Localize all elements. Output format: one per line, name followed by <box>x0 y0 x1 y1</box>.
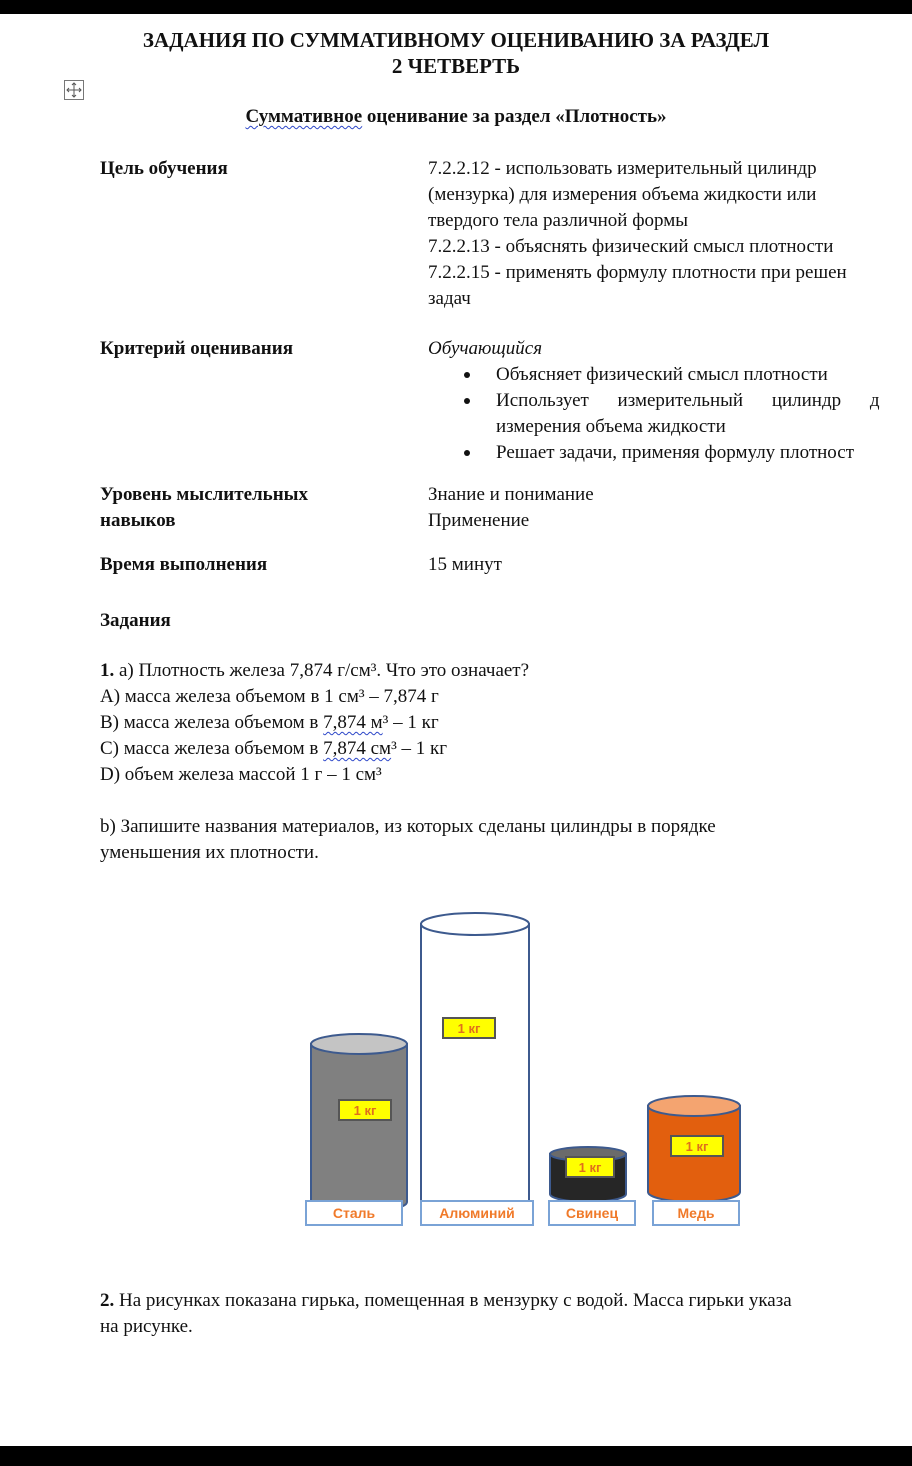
q1-number: 1. <box>100 660 115 681</box>
q1-option-b-post: ³ – 1 кг <box>382 712 439 733</box>
steel-mass-tag: 1 кг <box>338 1099 392 1121</box>
criteria-item-1: Объясняет физический смысл плотности <box>496 364 828 385</box>
q1-a-text: a) Плотность железа 7,874 г/см³. Что это означает? <box>114 660 530 681</box>
aluminium-cylinder <box>421 913 529 1213</box>
subtitle-word: Суммативное <box>245 106 363 127</box>
goal-label: Цель обучения <box>100 158 228 179</box>
cylinders-figure <box>296 890 756 1230</box>
level-value-1: Знание и понимание <box>428 484 594 505</box>
q1-option-c-num: 7,874 см <box>323 738 392 759</box>
time-value: 15 минут <box>428 554 502 575</box>
table-move-handle-icon[interactable] <box>64 80 84 100</box>
level-value-2: Применение <box>428 510 530 531</box>
lead-label: Свинец <box>548 1200 636 1226</box>
aluminium-label: Алюминий <box>420 1200 534 1226</box>
steel-cylinder <box>311 1034 407 1212</box>
copper-mass-tag: 1 кг <box>670 1135 724 1157</box>
bullet-1 <box>464 372 470 378</box>
goal-line-5: 7.2.2.15 - применять формулу плотности при решен <box>428 262 847 283</box>
subtitle-rest: оценивание за раздел «Плотность» <box>362 106 667 127</box>
q1-b-line-1: b) Запишите названия материалов, из которых сделаны цилиндры в порядке <box>100 816 716 837</box>
document-title-quarter: 2 ЧЕТВЕРТЬ <box>391 54 521 78</box>
goal-line-3: твердого тела различной формы <box>428 210 689 231</box>
copper-label: Медь <box>652 1200 740 1226</box>
lead-mass-tag: 1 кг <box>565 1156 615 1178</box>
q1-question <box>100 660 529 682</box>
criteria-item-3: Решает задачи, применяя формулу плотност <box>496 442 855 463</box>
q1-option-c-post: ³ – 1 кг <box>391 738 448 759</box>
criteria-item-2-cont: измерения объема жидкости <box>496 416 726 437</box>
level-label-cont: навыков <box>100 510 176 531</box>
q1-option-b-num: 7,874 м <box>323 712 383 733</box>
level-label: Уровень мыслительных <box>100 484 308 505</box>
q1-option-b-pre: B) масса железа объемом в <box>100 712 324 733</box>
goal-line-2: (мензурка) для измерения объема жидкости или <box>428 184 817 205</box>
aluminium-mass-tag: 1 кг <box>442 1017 496 1039</box>
q1-option-d: D) объем железа массой 1 г – 1 см³ <box>100 764 382 785</box>
document-page <box>0 14 912 1446</box>
goal-line-4: 7.2.2.13 - объяснять физический смысл плотности <box>428 236 834 257</box>
goal-line-1: 7.2.2.12 - использовать измерительный цилиндр <box>428 158 817 179</box>
q1-b-line-2: уменьшения их плотности. <box>100 842 319 863</box>
q1-option-a: A) масса железа объемом в 1 см³ – 7,874 г <box>100 686 439 707</box>
q2-line-1: На рисунках показана гирька, помещенная в мензурку с водой. Масса гирьки указа <box>114 1290 792 1311</box>
time-label: Время выполнения <box>100 554 268 575</box>
bullet-2 <box>464 398 470 404</box>
section-subtitle <box>0 106 912 128</box>
steel-label: Сталь <box>305 1200 403 1226</box>
criteria-label: Критерий оценивания <box>100 338 293 359</box>
criteria-item-2: Использует измерительный цилиндр д <box>496 390 880 411</box>
q1-option-c-pre: C) масса железа объемом в <box>100 738 324 759</box>
q2-line-2: на рисунке. <box>100 1316 193 1337</box>
q1-option-c <box>100 738 447 760</box>
goal-line-6: задач <box>428 288 471 309</box>
q2-number: 2. <box>100 1290 115 1311</box>
tasks-heading: Задания <box>100 610 171 631</box>
bullet-3 <box>464 450 470 456</box>
criteria-intro: Обучающийся <box>428 338 543 359</box>
q1-option-b <box>100 712 439 734</box>
document-title: ЗАДАНИЯ ПО СУММАТИВНОМУ ОЦЕНИВАНИЮ ЗА РАЗДЕЛ <box>142 28 770 52</box>
q2-question <box>100 1290 792 1312</box>
